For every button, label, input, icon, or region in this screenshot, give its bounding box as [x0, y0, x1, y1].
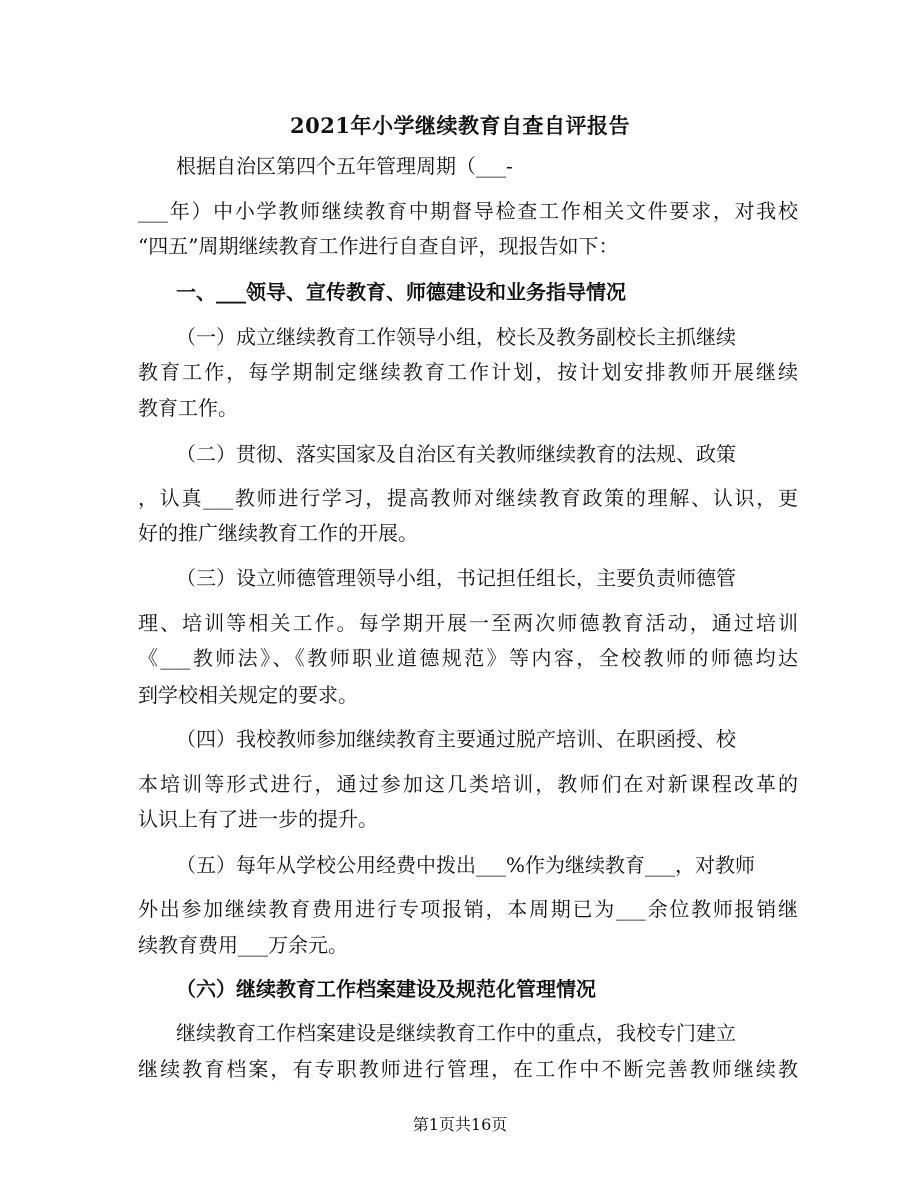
paragraph-line: ，认真___教师进行学习，提高教师对继续教育政策的理解、认识，更: [138, 486, 798, 510]
paragraph-line: 到学校相关规定的要求。: [138, 683, 358, 707]
paragraph-line: 好的推广继续教育工作的开展。: [138, 521, 418, 545]
paragraph-line: 教育工作。: [138, 396, 238, 420]
paragraph-line: （二）贯彻、落实国家及自治区有关教师继续教育的法规、政策: [176, 442, 736, 466]
paragraph-line: ___年）中小学教师继续教育中期督导检查工作相关文件要求，对我校: [138, 199, 798, 223]
paragraph-line: 继续教育工作档案建设是继续教育工作中的重点，我校专门建立: [176, 1021, 736, 1045]
paragraph-line: 本培训等形式进行，通过参加这几类培训，教师们在对新课程改革的: [138, 772, 798, 796]
paragraph-line: （五）每年从学校公用经费中拨出___%作为继续教育___，对教师: [176, 853, 756, 877]
paragraph-line: 《___教师法》、《教师职业道德规范》等内容，全校教师的师德均达: [138, 646, 798, 670]
paragraph-line: 续教育费用___万余元。: [138, 933, 348, 957]
paragraph-line: 根据自治区第四个五年管理周期（___-: [176, 154, 513, 178]
paragraph-line: 理、培训等相关工作。每学期开展一至两次师德教育活动，通过培训: [138, 611, 798, 635]
section-heading: 一、___领导、宣传教育、师德建设和业务指导情况: [176, 280, 626, 304]
paragraph-line: （一）成立继续教育工作领导小组，校长及教务副校长主抓继续: [176, 325, 736, 349]
page-number-footer: 第1页共16页: [412, 1115, 508, 1134]
section-heading: （六）继续教育工作档案建设及规范化管理情况: [176, 977, 596, 1001]
paragraph-line: （三）设立师德管理领导小组，书记担任组长，主要负责师德管: [176, 566, 736, 590]
paragraph-line: “四五”周期继续教育工作进行自查自评，现报告如下：: [138, 234, 619, 258]
paragraph-line: 继续教育档案，有专职教师进行管理，在工作中不断完善教师继续教: [138, 1057, 798, 1081]
paragraph-line: 认识上有了进一步的提升。: [138, 807, 378, 831]
paragraph-line: 教育工作，每学期制定继续教育工作计划，按计划安排教师开展继续: [138, 360, 798, 384]
paragraph-line: （四）我校教师参加继续教育主要通过脱产培训、在职函授、校: [176, 727, 736, 751]
paragraph-line: 外出参加继续教育费用进行专项报销，本周期已为___余位教师报销继: [138, 897, 798, 921]
document-title: 2021年小学继续教育自查自评报告: [290, 113, 630, 138]
